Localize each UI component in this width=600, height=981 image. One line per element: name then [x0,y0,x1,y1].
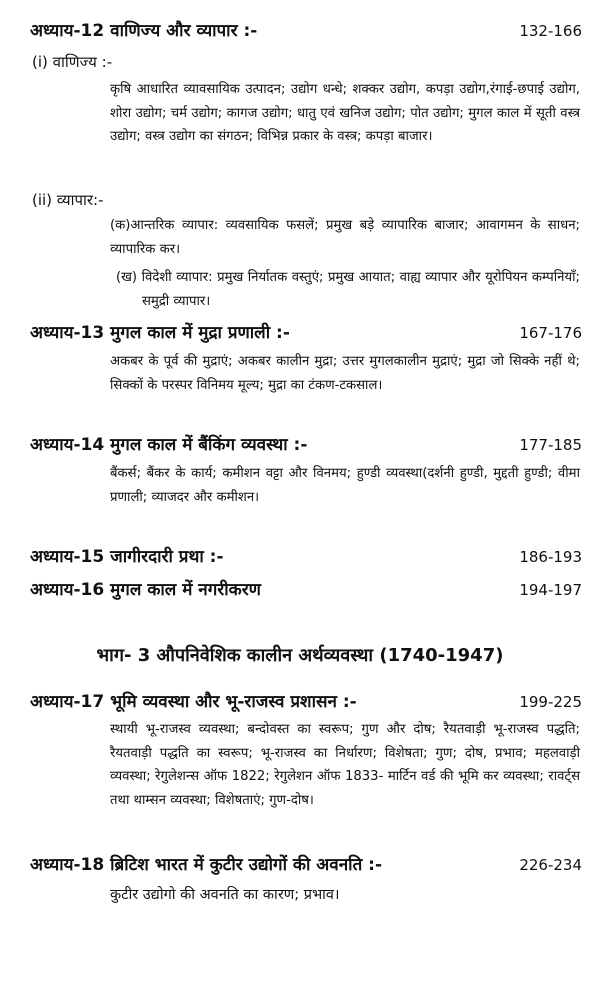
subsection-heading: (ii) व्यापार:- [32,191,104,209]
section-body: स्थायी भू-राजस्व व्यवस्था; बन्दोवस्त का स्वरूप; गुण और दोष; रैयतवाड़ी भू-राजस्व पद्धति; रैयतवाड़ी पद्धति का स्वरूप; भू-राजस्व का निर्धारण; विशेषता; गुण; दोष, प्रभाव; महलवाड़ी व्यवस्था; रेगुलेशन्स ऑफ 1822; रेगुलेशन ऑफ 1833- मार्टिन वर्ड की भूमि कर व्यवस्था; रावर्ट्स तथा थाम्सन व्यवस्था; विशेषताएं; गुण-दोष। [110,722,580,808]
chapter-title: अध्याय-18 ब्रिटिश भारत में कुटीर उद्योगों की अवनति :- [30,855,383,875]
page-range: 194-197 [519,581,582,599]
chapter-title: अध्याय-15 जागीरदारी प्रथा :- [30,547,224,567]
section-body: कृषि आधारित व्यावसायिक उत्पादन; उद्योग धन्धे; शक्कर उद्योग, कपड़ा उद्योग,रंगाई-छपाई उद्योग, शोरा उद्योग; चर्म उद्योग; कागज उद्योग; धातु एवं खनिज उद्योग; पोत उद्योग; मुगल काल में सूती वस्त्र उद्योग; वस्त्र उद्योग का संगठन; विभिन्न प्रकार के वस्त्र; कपड़ा बाजार। [110,82,580,144]
chapter-15-heading [30,544,582,570]
chapter-title: अध्याय-12 वाणिज्य और व्यापार :- [30,21,258,41]
page-range: 186-193 [519,548,582,566]
chapter-13-heading [30,320,582,346]
page-range: 199-225 [519,693,582,711]
chapter-16-heading [30,577,582,603]
chapter-title: अध्याय-13 मुगल काल में मुद्रा प्रणाली :- [30,323,290,343]
part-3-heading: भाग- 3 औपनिवेशिक कालीन अर्थव्यवस्था (1740-1947) [96,645,504,666]
section-body: (क)आन्तरिक व्यापार: व्यवसायिक फसलें; प्रमुख बड़े व्यापारिक बाजार; आवागमन के साधन; व्यापारिक कर। [110,218,580,257]
section-body: कुटीर उद्योगो की अवनति का कारण; प्रभाव। [110,887,340,903]
chapter-title: अध्याय-14 मुगल काल में बैंकिंग व्यवस्था :- [30,435,308,455]
section-body: अकबर के पूर्व की मुद्राएं; अकबर कालीन मुद्रा; उत्तर मुगलकालीन मुद्राएं; मुद्रा जो सिक्के नहीं थे; सिक्कों के परस्पर विनिमय मूल्य; मुद्रा का टंकण-टकसाल। [110,354,580,393]
chapter-title: अध्याय-16 मुगल काल में नगरीकरण [30,580,261,600]
page-range: 132-166 [519,22,582,40]
chapter-14-heading [30,432,582,458]
page-range: 177-185 [519,436,582,454]
subsection-heading: (i) वाणिज्य :- [32,53,113,71]
page-range: 226-234 [519,856,582,874]
chapter-17-heading [30,689,582,715]
section-body: बैंकर्स; बैंकर के कार्य; कमीशन वट्टा और विनमय; हुण्डी व्यवस्था(दर्शनी हुण्डी, मुद्दती हुण्डी; वीमा प्रणाली; व्याजदर और कमीशन। [110,466,580,505]
chapter-12-heading [30,18,582,44]
chapter-title: अध्याय-17 भूमि व्यवस्था और भू-राजस्व प्रशासन :- [30,692,357,712]
section-body: (ख) विदेशी व्यापार: प्रमुख निर्यातक वस्तुएं; प्रमुख आयात; वाह्य व्यापार और यूरोपियन कम्पनियाँ; समुद्री व्यापार। [116,270,580,309]
chapter-18-heading [30,852,582,878]
page-range: 167-176 [519,324,582,342]
